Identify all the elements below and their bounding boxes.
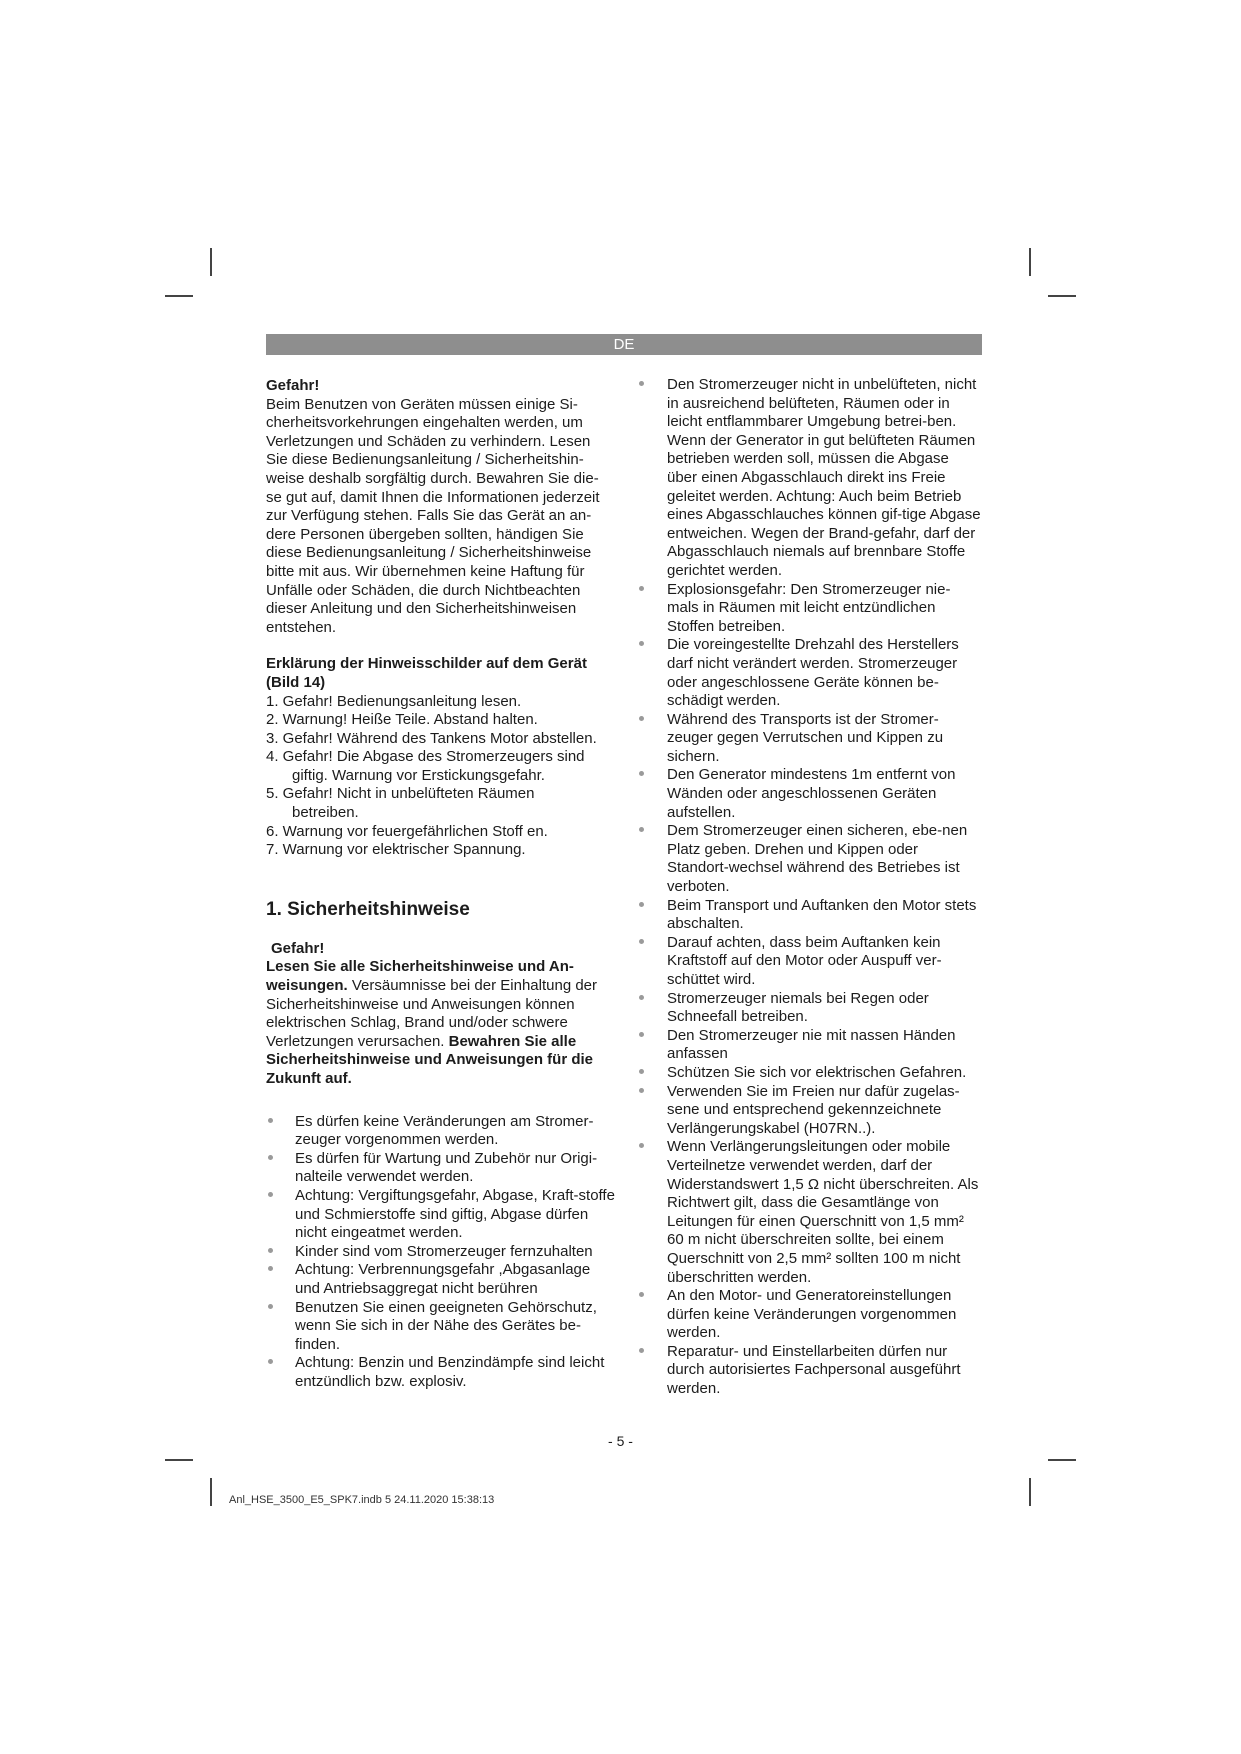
crop-mark	[1029, 1478, 1031, 1506]
bullet-item: Kinder sind vom Stromerzeuger fernzuhalten	[266, 1243, 618, 1262]
text-line: dieser Anleitung und den Sicherheitshinweisen	[266, 600, 577, 618]
crop-mark	[1029, 248, 1031, 276]
text-line: Unfälle oder Schäden, die durch Nichtbeachten	[266, 581, 581, 599]
sign-item: 3. Gefahr! Während des Tankens Motor abstellen.	[266, 729, 597, 747]
crop-mark	[1048, 295, 1076, 297]
bullet-item: Es dürfen für Wartung und Zubehör nur Origi-nalteile verwendet werden.	[266, 1150, 618, 1187]
bullet-item: Explosionsgefahr: Den Stromerzeuger nie-mals in Räumen mit leicht entzündlichen Stoffen betreiben.	[637, 581, 982, 637]
bullet-item: Beim Transport und Auftanken den Motor stets abschalten.	[637, 897, 982, 934]
bullet-item: Achtung: Benzin und Benzindämpfe sind leicht entzündlich bzw. explosiv.	[266, 1354, 618, 1391]
bullet-item: Die voreingestellte Drehzahl des Herstellers darf nicht verändert werden. Stromerzeuger oder angeschlossene Geräte können be-schädigt werden.	[637, 636, 982, 710]
signs-heading	[266, 655, 618, 692]
right-column	[637, 376, 982, 1399]
text-line: se gut auf, damit Ihnen die Informationen jederzeit	[266, 488, 600, 506]
signs-list	[266, 693, 618, 860]
section-title: 1. Sicherheitshinweise	[266, 898, 470, 920]
sign-item: 5. Gefahr! Nicht in unbelüfteten Räumen betreiben.	[266, 785, 535, 822]
text-line: Beim Benutzen von Geräten müssen einige Si-	[266, 395, 578, 413]
print-footer: Anl_HSE_3500_E5_SPK7.indb 5 24.11.2020 15:38:13	[229, 1494, 495, 1506]
crop-mark	[1048, 1459, 1076, 1461]
intro-paragraph	[266, 396, 618, 638]
bullet-item: Es dürfen keine Veränderungen am Stromer-zeuger vorgenommen werden.	[266, 1113, 618, 1150]
sign-item: 6. Warnung vor feuergefährlichen Stoff en.	[266, 822, 548, 840]
left-column	[266, 377, 618, 1392]
left-bullet-list	[266, 1113, 618, 1392]
text-line: Sie diese Bedienungsanleitung / Sicherheitshin-	[266, 451, 584, 469]
bullet-item: Wenn Verlängerungsleitungen oder mobile Verteilnetze verwendet werden, darf der Widerstandswert 1,5 Ω nicht überschreiten. Als Richtwert gilt, dass die Gesamtlänge von Leitungen für einen Querschnitt von 1,5 mm² 60 m nicht überschreiten sollte, bei einem Querschnitt von 2,5 mm² sollten 100 m nicht überschritten werden.	[637, 1138, 982, 1287]
page-number: - 5 -	[608, 1433, 633, 1449]
bullet-item: Den Stromerzeuger nie mit nassen Händen anfassen	[637, 1027, 982, 1064]
bullet-item: Verwenden Sie im Freien nur dafür zugelas-sene und entsprechend gekennzeichnete Verlängerungskabel (H07RN..).	[637, 1083, 982, 1139]
text-line: diese Bedienungsanleitung / Sicherheitshinweise	[266, 544, 592, 562]
sign-item: 1. Gefahr! Bedienungsanleitung lesen.	[266, 692, 522, 710]
signs-heading-line: Erklärung der Hinweisschilder auf dem Gerät	[266, 655, 587, 673]
text-line: cherheitsvorkehrungen eingehalten werden, um	[266, 414, 583, 432]
section-paragraph: Lesen Sie alle Sicherheitshinweise und An- weisungen. Versäumnisse bei der Einhaltung der Sicherheitshinweise und Anweisungen können elektrischen Schlag, Brand und/oder schwere Verletzungen verursachen. Bewahren Sie alle Sicherheitshinweise und Anweisungen für die Zukunft auf.	[266, 958, 598, 1087]
crop-mark	[210, 1478, 212, 1506]
text-line: dere Personen übergeben sollten, händigen Sie	[266, 525, 584, 543]
crop-mark	[165, 1459, 193, 1461]
bullet-item: Den Stromerzeuger nicht in unbelüfteten, nicht in ausreichend belüfteten, Räumen oder in leicht entflammbarer Umgebung betrei-ben. Wenn der Generator in gut belüfteten Räumen betrieben werden soll, müssen die Abgase über einen Abgasschlauch direkt ins Freie geleitet werden. Achtung: Auch beim Betrieb eines Abgasschlauches können gif-tige Abgase entweichen. Wegen der Brand-gefahr, darf der Abgasschlauch niemals auf brennbare Stoffe gerichtet werden.	[637, 376, 982, 581]
language-header: DE	[266, 334, 982, 355]
crop-mark	[210, 248, 212, 276]
intro-title: Gefahr!	[266, 377, 320, 394]
sign-item: 2. Warnung! Heiße Teile. Abstand halten.	[266, 711, 538, 729]
text-line: entstehen.	[266, 618, 337, 636]
bullet-item: Schützen Sie sich vor elektrischen Gefahren.	[637, 1064, 982, 1083]
bullet-item: Stromerzeuger niemals bei Regen oder Schneefall betreiben.	[637, 990, 982, 1027]
crop-mark	[165, 295, 193, 297]
text-line: weise deshalb sorgfältig durch. Bewahren Sie die-	[266, 469, 599, 487]
bullet-item: Während des Transports ist der Stromer-zeuger gegen Verrutschen und Kippen zu sichern.	[637, 711, 982, 767]
text-line: zur Verfügung stehen. Falls Sie das Gerät an an-	[266, 507, 592, 525]
bullet-item: An den Motor- und Generatoreinstellungen dürfen keine Veränderungen vorgenommen werden.	[637, 1287, 982, 1343]
section-warning: Gefahr!	[271, 939, 325, 957]
bullet-item: Den Generator mindestens 1m entfernt von Wänden oder angeschlossenen Geräten aufstellen.	[637, 766, 982, 822]
text-line: bitte mit aus. Wir übernehmen keine Haftung für	[266, 562, 585, 580]
bullet-item: Benutzen Sie einen geeigneten Gehörschutz, wenn Sie sich in der Nähe des Gerätes be-finden.	[266, 1299, 618, 1355]
sign-item: 4. Gefahr! Die Abgase des Stromerzeugers sind giftig. Warnung vor Erstickungsgefahr.	[266, 748, 585, 784]
signs-heading-line: (Bild 14)	[266, 673, 326, 691]
text-line: Verletzungen und Schäden zu verhindern. Lesen	[266, 432, 591, 450]
right-bullet-list	[637, 376, 982, 1399]
bullet-item: Darauf achten, dass beim Auftanken kein Kraftstoff auf den Motor oder Auspuff ver-schüttet wird.	[637, 934, 982, 990]
bullet-item: Achtung: Verbrennungsgefahr ,Abgasanlage und Antriebsaggregat nicht berühren	[266, 1261, 618, 1298]
bullet-item: Reparatur- und Einstellarbeiten dürfen nur durch autorisiertes Fachpersonal ausgeführt werden.	[637, 1343, 982, 1399]
bullet-item: Dem Stromerzeuger einen sicheren, ebe-nen Platz geben. Drehen und Kippen oder Standort-wechsel während des Betriebes ist verboten.	[637, 822, 982, 896]
sign-item: 7. Warnung vor elektrischer Spannung.	[266, 841, 526, 859]
bullet-item: Achtung: Vergiftungsgefahr, Abgase, Kraft-stoffe und Schmierstoffe sind giftig, Abgase dürfen nicht eingeatmet werden.	[266, 1187, 618, 1243]
